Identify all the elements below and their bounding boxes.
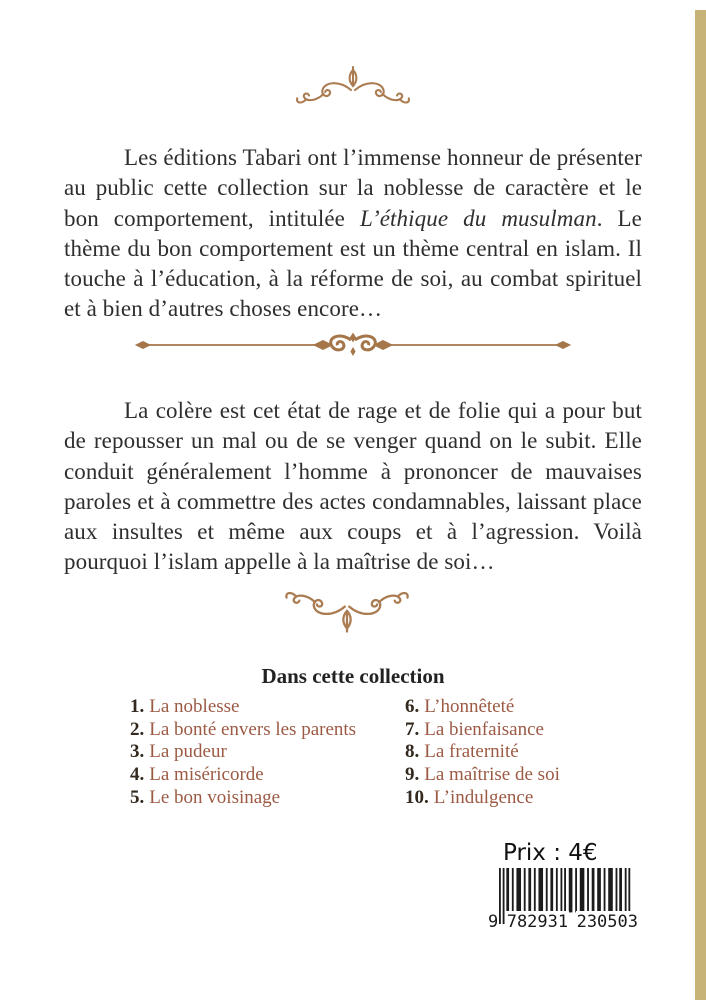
list-item <box>130 787 400 810</box>
list-item <box>405 719 605 742</box>
list-item-label: La miséricorde <box>149 764 264 786</box>
collection-heading: Dans cette collection <box>261 664 445 688</box>
gold-edge-strip <box>695 10 706 1000</box>
intro-lead-text: Les éditions Tabari ont l’immense honneur de présenter au public cette collection sur la noblesse de caractère et le bon comportement, intitulée <box>64 145 642 231</box>
list-item <box>130 719 400 742</box>
list-item-label: La fraternité <box>424 741 519 763</box>
barcode-digit-group1: 782931 <box>506 912 569 932</box>
barcode-digit-group2: 230503 <box>576 912 638 932</box>
intro-rest-text: . Le thème du bon comportement est un thème central en islam. Il touche à l’éducation, à la réforme de soi, au combat spirituel et à bien d’autres choses encore… <box>64 205 642 322</box>
synopsis-paragraph <box>64 396 642 578</box>
list-item <box>405 696 605 719</box>
collection-list-right <box>405 696 605 810</box>
list-item-number: 8. <box>405 741 420 763</box>
price-label: Prix : 4€ <box>503 840 598 866</box>
barcode-digit-prefix: 9 <box>488 912 499 932</box>
barcode-digits <box>487 911 639 933</box>
list-item-number: 5. <box>130 786 145 808</box>
list-item <box>130 696 400 719</box>
list-item-label: Le bon voisinage <box>149 786 281 808</box>
list-item-label: La bienfaisance <box>424 718 544 740</box>
list-item-number: 2. <box>130 718 145 740</box>
list-item-label: La pudeur <box>149 741 227 763</box>
list-item-number: 4. <box>130 764 145 786</box>
list-item-number: 1. <box>130 696 145 717</box>
list-item-label: L’indulgence <box>433 786 534 808</box>
list-item <box>405 764 605 787</box>
list-item-number: 9. <box>405 764 420 786</box>
synopsis-text: La colère est cet état de rage et de folie qui a pour but de repousser un mal ou de se venger quand on le subit. Elle conduit généralement l’homme à prononcer de mauvaises paroles et à commettre des actes condamnables, laissant place aux insultes et même aux coups et à l’agression. Voilà pourquoi l’islam appelle à la maîtrise de soi… <box>64 398 642 575</box>
list-item-number: 7. <box>405 718 420 740</box>
list-item <box>130 764 400 787</box>
section-divider-icon <box>128 330 578 362</box>
list-item-number: 6. <box>405 696 420 717</box>
list-item-number: 3. <box>130 741 145 763</box>
list-item-label: La noblesse <box>149 696 240 717</box>
list-item <box>405 741 605 764</box>
collection-list-left <box>130 696 400 810</box>
bottom-flourish-icon <box>282 586 412 638</box>
list-item <box>130 741 400 764</box>
intro-paragraph <box>64 143 642 325</box>
list-item-label: La bonté envers les parents <box>149 718 357 740</box>
list-item-number: 10. <box>405 786 429 808</box>
list-item-label: L’honnêteté <box>424 696 515 717</box>
top-flourish-icon <box>293 60 413 110</box>
book-title-italic: L’éthique du musulman <box>359 205 597 231</box>
list-item <box>405 787 605 810</box>
list-item-label: La maîtrise de soi <box>424 764 560 786</box>
